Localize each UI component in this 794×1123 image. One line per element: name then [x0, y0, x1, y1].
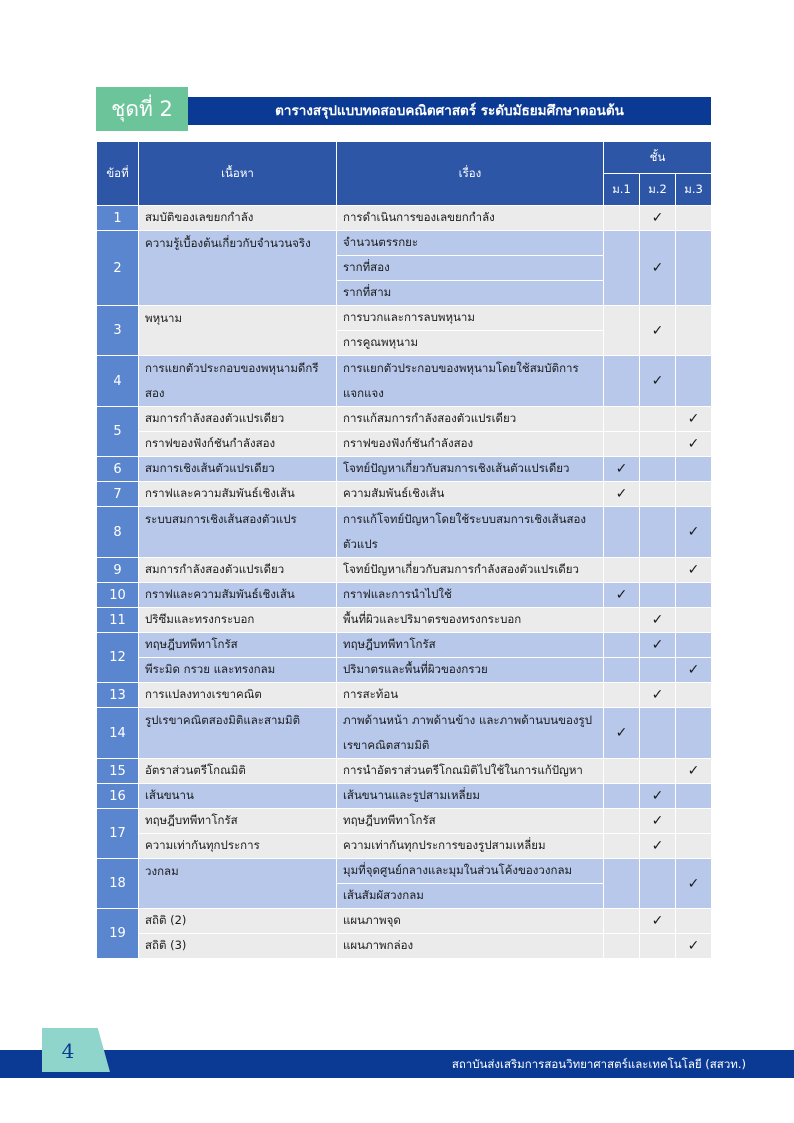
grade-m2-cell — [640, 457, 676, 482]
test-summary-table — [96, 141, 712, 959]
item-number: 18 — [97, 859, 139, 909]
topic-cell: มุมที่จุดศูนย์กลางและมุมในส่วนโค้งของวงกลม — [337, 859, 604, 884]
topic-cell: การคูณพหุนาม — [337, 331, 604, 356]
grade-m1-cell — [604, 834, 640, 859]
grade-m1-cell — [604, 206, 640, 231]
grade-m1-cell — [604, 683, 640, 708]
item-number: 9 — [97, 558, 139, 583]
content-cell: พีระมิด กรวย และทรงกลม — [139, 658, 337, 683]
content-cell: กราฟและความสัมพันธ์เชิงเส้น — [139, 583, 337, 608]
grade-m3-cell — [676, 231, 712, 306]
grade-m1-cell — [604, 658, 640, 683]
grade-m2-cell — [640, 658, 676, 683]
grade-m1-cell — [604, 759, 640, 784]
grade-m3-cell — [676, 633, 712, 658]
table-row — [97, 507, 712, 558]
header-m2: ม.2 — [640, 174, 676, 206]
item-number: 4 — [97, 356, 139, 407]
content-cell: สมการเชิงเส้นตัวแปรเดียว — [139, 457, 337, 482]
grade-m1-cell — [604, 633, 640, 658]
item-number: 12 — [97, 633, 139, 683]
check-icon: ✓ — [640, 231, 676, 306]
header-content: เนื้อหา — [139, 142, 337, 206]
content-cell: ความเท่ากันทุกประการ — [139, 834, 337, 859]
table-row — [97, 834, 712, 859]
content-cell: สมการกำลังสองตัวแปรเดียว — [139, 407, 337, 432]
item-15 — [97, 759, 712, 784]
table-row — [97, 482, 712, 507]
check-icon: ✓ — [640, 784, 676, 809]
check-icon: ✓ — [640, 683, 676, 708]
table-row — [97, 306, 712, 331]
grade-m3-cell — [676, 482, 712, 507]
check-icon: ✓ — [640, 909, 676, 934]
content-cell: กราฟของฟังก์ชันกำลังสอง — [139, 432, 337, 457]
content-cell: สถิติ (2) — [139, 909, 337, 934]
item-number: 16 — [97, 784, 139, 809]
item-16 — [97, 784, 712, 809]
check-icon: ✓ — [676, 859, 712, 909]
item-5 — [97, 407, 712, 457]
table-row — [97, 859, 712, 884]
item-10 — [97, 583, 712, 608]
table-row — [97, 658, 712, 683]
item-13 — [97, 683, 712, 708]
topic-cell: การบวกและการลบพหุนาม — [337, 306, 604, 331]
check-icon: ✓ — [640, 356, 676, 407]
page-number: 4 — [61, 1039, 75, 1063]
grade-m2-cell — [640, 482, 676, 507]
topic-cell: ปริมาตรและพื้นที่ผิวของกรวย — [337, 658, 604, 683]
grade-m3-cell — [676, 809, 712, 834]
topic-cell: รากที่สอง — [337, 256, 604, 281]
header-m1: ม.1 — [604, 174, 640, 206]
check-icon: ✓ — [604, 457, 640, 482]
item-9 — [97, 558, 712, 583]
check-icon: ✓ — [640, 206, 676, 231]
item-number: 6 — [97, 457, 139, 482]
grade-m2-cell — [640, 934, 676, 959]
topic-cell: กราฟของฟังก์ชันกำลังสอง — [337, 432, 604, 457]
item-19 — [97, 909, 712, 959]
topic-cell: เส้นสัมผัสวงกลม — [337, 884, 604, 909]
grade-m3-cell — [676, 784, 712, 809]
table-row — [97, 708, 712, 759]
topic-cell: จำนวนตรรกยะ — [337, 231, 604, 256]
check-icon: ✓ — [676, 507, 712, 558]
topic-cell: การดำเนินการของเลขยกกำลัง — [337, 206, 604, 231]
content-cell: ความรู้เบื้องต้นเกี่ยวกับจำนวนจริง — [139, 231, 337, 306]
table-row — [97, 683, 712, 708]
item-number: 15 — [97, 759, 139, 784]
table-row — [97, 206, 712, 231]
item-number: 1 — [97, 206, 139, 231]
set-badge: ชุดที่ 2 — [96, 87, 188, 131]
header-topic: เรื่อง — [337, 142, 604, 206]
grade-m1-cell — [604, 608, 640, 633]
item-number: 17 — [97, 809, 139, 859]
grade-m3-cell — [676, 306, 712, 356]
table-row — [97, 608, 712, 633]
grade-m1-cell — [604, 558, 640, 583]
grade-m2-cell — [640, 583, 676, 608]
item-number: 2 — [97, 231, 139, 306]
topic-cell: การแยกตัวประกอบของพหุนามโดยใช้สมบัติการแจกแจง — [337, 356, 604, 407]
content-cell: พหุนาม — [139, 306, 337, 356]
content-cell: สมบัติของเลขยกกำลัง — [139, 206, 337, 231]
footer-institution: สถาบันส่งเสริมการสอนวิทยาศาสตร์และเทคโนโลยี (สสวท.) — [451, 1057, 746, 1071]
table-row — [97, 432, 712, 457]
topic-cell: การแก้โจทย์ปัญหาโดยใช้ระบบสมการเชิงเส้นสองตัวแปร — [337, 507, 604, 558]
table-row — [97, 407, 712, 432]
item-number: 3 — [97, 306, 139, 356]
header-grade: ชั้น — [604, 142, 712, 174]
topic-cell: รากที่สาม — [337, 281, 604, 306]
item-12 — [97, 633, 712, 683]
item-number: 7 — [97, 482, 139, 507]
grade-m1-cell — [604, 859, 640, 909]
content-cell: ระบบสมการเชิงเส้นสองตัวแปร — [139, 507, 337, 558]
content-cell: สถิติ (3) — [139, 934, 337, 959]
content-cell: การแปลงทางเรขาคณิต — [139, 683, 337, 708]
grade-m2-cell — [640, 708, 676, 759]
grade-m2-cell — [640, 507, 676, 558]
item-14 — [97, 708, 712, 759]
check-icon: ✓ — [640, 633, 676, 658]
topic-cell: แผนภาพจุด — [337, 909, 604, 934]
content-cell: ทฤษฎีบทพีทาโกรัส — [139, 809, 337, 834]
grade-m3-cell — [676, 356, 712, 407]
table-row — [97, 583, 712, 608]
item-number: 13 — [97, 683, 139, 708]
item-number: 19 — [97, 909, 139, 959]
content-cell: วงกลม — [139, 859, 337, 909]
topic-cell: แผนภาพกล่อง — [337, 934, 604, 959]
check-icon: ✓ — [676, 759, 712, 784]
grade-m1-cell — [604, 356, 640, 407]
topic-cell: ภาพด้านหน้า ภาพด้านข้าง และภาพด้านบนของรูปเรขาคณิตสามมิติ — [337, 708, 604, 759]
topic-cell: ทฤษฎีบทพีทาโกรัส — [337, 809, 604, 834]
grade-m2-cell — [640, 759, 676, 784]
grade-m2-cell — [640, 432, 676, 457]
grade-m1-cell — [604, 432, 640, 457]
check-icon: ✓ — [676, 658, 712, 683]
item-2 — [97, 231, 712, 306]
topic-cell: โจทย์ปัญหาเกี่ยวกับสมการเชิงเส้นตัวแปรเดียว — [337, 457, 604, 482]
item-3 — [97, 306, 712, 356]
topic-cell: ความเท่ากันทุกประการของรูปสามเหลี่ยม — [337, 834, 604, 859]
check-icon: ✓ — [640, 306, 676, 356]
table-header — [97, 142, 712, 206]
check-icon: ✓ — [640, 608, 676, 633]
grade-m3-cell — [676, 683, 712, 708]
topic-cell: ความสัมพันธ์เชิงเส้น — [337, 482, 604, 507]
item-6 — [97, 457, 712, 482]
item-11 — [97, 608, 712, 633]
grade-m1-cell — [604, 231, 640, 306]
item-17 — [97, 809, 712, 859]
item-18 — [97, 859, 712, 909]
item-number: 14 — [97, 708, 139, 759]
grade-m2-cell — [640, 558, 676, 583]
content-cell: กราฟและความสัมพันธ์เชิงเส้น — [139, 482, 337, 507]
check-icon: ✓ — [604, 482, 640, 507]
table-row — [97, 457, 712, 482]
content-cell: ทฤษฎีบทพีทาโกรัส — [139, 633, 337, 658]
topic-cell: การนำอัตราส่วนตรีโกณมิติไปใช้ในการแก้ปัญหา — [337, 759, 604, 784]
grade-m1-cell — [604, 809, 640, 834]
grade-m3-cell — [676, 206, 712, 231]
item-number: 5 — [97, 407, 139, 457]
grade-m1-cell — [604, 306, 640, 356]
grade-m3-cell — [676, 608, 712, 633]
topic-cell: เส้นขนานและรูปสามเหลี่ยม — [337, 784, 604, 809]
table-row — [97, 934, 712, 959]
content-cell: สมการกำลังสองตัวแปรเดียว — [139, 558, 337, 583]
content-cell: อัตราส่วนตรีโกณมิติ — [139, 759, 337, 784]
check-icon: ✓ — [676, 432, 712, 457]
check-icon: ✓ — [676, 558, 712, 583]
check-icon: ✓ — [676, 934, 712, 959]
item-8 — [97, 507, 712, 558]
grade-m3-cell — [676, 708, 712, 759]
topic-cell: ทฤษฎีบทพีทาโกรัส — [337, 633, 604, 658]
item-number: 11 — [97, 608, 139, 633]
grade-m2-cell — [640, 859, 676, 909]
topic-cell: โจทย์ปัญหาเกี่ยวกับสมการกำลังสองตัวแปรเดียว — [337, 558, 604, 583]
content-cell: รูปเรขาคณิตสองมิติและสามมิติ — [139, 708, 337, 759]
grade-m3-cell — [676, 457, 712, 482]
content-cell: ปริซึมและทรงกระบอก — [139, 608, 337, 633]
header-m3: ม.3 — [676, 174, 712, 206]
item-number: 10 — [97, 583, 139, 608]
grade-m1-cell — [604, 407, 640, 432]
check-icon: ✓ — [640, 809, 676, 834]
grade-m1-cell — [604, 934, 640, 959]
check-icon: ✓ — [604, 708, 640, 759]
topic-cell: การแก้สมการกำลังสองตัวแปรเดียว — [337, 407, 604, 432]
grade-m1-cell — [604, 507, 640, 558]
table-row — [97, 356, 712, 407]
table-row — [97, 809, 712, 834]
check-icon: ✓ — [604, 583, 640, 608]
grade-m1-cell — [604, 784, 640, 809]
table-row — [97, 231, 712, 256]
topic-cell: การสะท้อน — [337, 683, 604, 708]
grade-m2-cell — [640, 407, 676, 432]
check-icon: ✓ — [676, 407, 712, 432]
header-no: ข้อที่ — [97, 142, 139, 206]
item-7 — [97, 482, 712, 507]
item-number: 8 — [97, 507, 139, 558]
topic-cell: กราฟและการนำไปใช้ — [337, 583, 604, 608]
page-title: ตารางสรุปแบบทดสอบคณิตศาสตร์ ระดับมัธยมศึกษาตอนต้น — [188, 97, 711, 125]
check-icon: ✓ — [640, 834, 676, 859]
item-1 — [97, 206, 712, 231]
grade-m3-cell — [676, 583, 712, 608]
grade-m1-cell — [604, 909, 640, 934]
content-cell: เส้นขนาน — [139, 784, 337, 809]
table-row — [97, 784, 712, 809]
grade-m3-cell — [676, 834, 712, 859]
content-cell: การแยกตัวประกอบของพหุนามดีกรีสอง — [139, 356, 337, 407]
table-row — [97, 759, 712, 784]
table-row — [97, 633, 712, 658]
item-4 — [97, 356, 712, 407]
table-row — [97, 909, 712, 934]
topic-cell: พื้นที่ผิวและปริมาตรของทรงกระบอก — [337, 608, 604, 633]
table-row — [97, 558, 712, 583]
grade-m3-cell — [676, 909, 712, 934]
